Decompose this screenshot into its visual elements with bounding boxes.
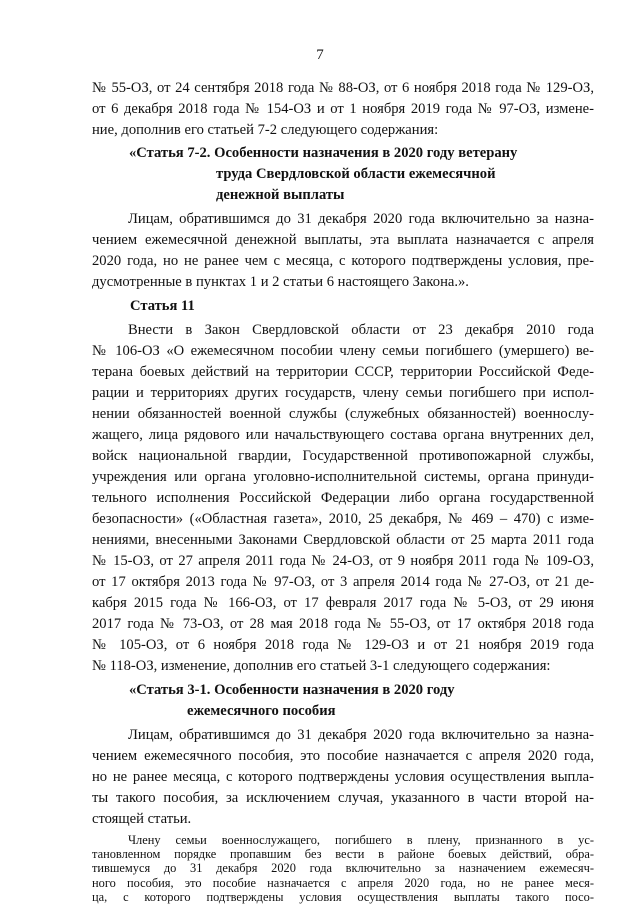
text-line: жащего, лица рядового или начальствующего состава органа внутренних дел,: [92, 427, 594, 443]
page-number: 7: [316, 47, 324, 63]
text-line: № 15-ОЗ, от 27 апреля 2011 года № 24-ОЗ, от 9 ноября 2011 года № 109-ОЗ,: [92, 553, 594, 569]
text-line: 2017 года № 73-ОЗ, от 28 мая 2018 года № 55-ОЗ, от 17 октября 2018 года: [92, 616, 594, 632]
text-line: № 118-ОЗ, изменение, дополнив его статьей 3-1 следующего содержания:: [92, 658, 551, 674]
text-line: № 106-ОЗ «О ежемесячном пособии члену семьи погибшего (умершего) ве-: [92, 343, 594, 359]
text-line: тановленном порядке пропавшим без вести в районе боевых действий, обра-: [92, 847, 594, 862]
text-line: ного пособия, это пособие назначается с апреля 2020 года, но не ранее меся-: [92, 875, 594, 890]
text-line: чением ежемесячного пособия, это пособие назначается с апреля 2020 года,: [92, 748, 594, 764]
text-line: тившемуся до 31 декабря 2020 года включительно за назначением ежемесяч-: [92, 861, 594, 876]
text-line: но не ранее месяца, с которого подтверждены условия осуществления выпла-: [92, 769, 594, 785]
text-line: ты такого пособия, за исключением случая, указанного в части второй на-: [92, 790, 594, 806]
text-line: Лицам, обратившимся до 31 декабря 2020 года включительно за назна-: [128, 727, 594, 743]
text-line: чением ежемесячной денежной выплаты, эта выплата назначается с апреля: [92, 232, 594, 248]
text-line: нении обязанностей военной службы (служебных обязанностей) военнослу-: [92, 406, 594, 422]
text-line: ца, с которого подтверждены условия осуществления выплаты такого посо-: [92, 889, 594, 904]
article-11-heading: Статья 11: [130, 298, 195, 314]
text-line: безопасности» («Областная газета», 2010, 25 декабря, № 469 – 470) с изме-: [92, 511, 594, 527]
text-line: рации и территориях других государств, члену семьи погибшего при испол-: [92, 385, 594, 401]
text-line: ние, дополнив его статьей 7-2 следующего содержания:: [92, 122, 439, 138]
text-line: стоящей статьи.: [92, 811, 192, 827]
text-line: № 55-ОЗ, от 24 сентября 2018 года № 88-ОЗ, от 6 ноября 2018 года № 129-ОЗ,: [92, 80, 594, 96]
text-line: терана боевых действий на территории СССР, территории Российской Феде-: [92, 364, 594, 380]
text-line: нениями, внесенными Законами Свердловской области от 25 марта 2011 года: [92, 532, 594, 548]
article-7-2-heading-cont: денежной выплаты: [216, 187, 345, 203]
text-line: тельного исполнения Российской Федерации либо органа государственной: [92, 490, 594, 506]
text-line: Члену семьи военнослужащего, погибшего в плену, признанного в ус-: [128, 833, 594, 847]
text-line: от 6 декабря 2018 года № 154-ОЗ и от 1 ноября 2019 года № 97-ОЗ, измене-: [92, 101, 594, 117]
text-line: Внести в Закон Свердловской области от 23 декабря 2010 года: [128, 322, 594, 338]
text-line: учреждения или органа уголовно-исполнительной системы, органа принуди-: [92, 469, 594, 485]
article-7-2-heading: «Статья 7-2. Особенности назначения в 2020 году ветерану: [129, 145, 518, 161]
text-line: № 105-ОЗ, от 6 ноября 2018 года № 129-ОЗ и от 21 ноября 2019 года: [92, 637, 594, 653]
article-3-1-heading-cont: ежемесячного пособия: [187, 703, 336, 719]
article-7-2-heading-cont: труда Свердловской области ежемесячной: [216, 166, 496, 182]
text-line: кабря 2015 года № 166-ОЗ, от 17 февраля 2017 года № 5-ОЗ, от 29 июня: [92, 595, 594, 611]
text-line: войск национальной гвардии, Государственной противопожарной службы,: [92, 448, 594, 464]
text-line: от 17 октября 2013 года № 97-ОЗ, от 3 апреля 2014 года № 27-ОЗ, от 21 де-: [92, 574, 594, 590]
text-line: дусмотренные в пунктах 1 и 2 статьи 6 настоящего Закона.».: [92, 274, 469, 290]
text-line: 2020 года, но не ранее чем с месяца, с которого подтверждены условия, пре-: [92, 253, 594, 269]
text-line: Лицам, обратившимся до 31 декабря 2020 года включительно за назна-: [128, 211, 594, 227]
article-3-1-heading: «Статья 3-1. Особенности назначения в 2020 году: [129, 682, 455, 698]
